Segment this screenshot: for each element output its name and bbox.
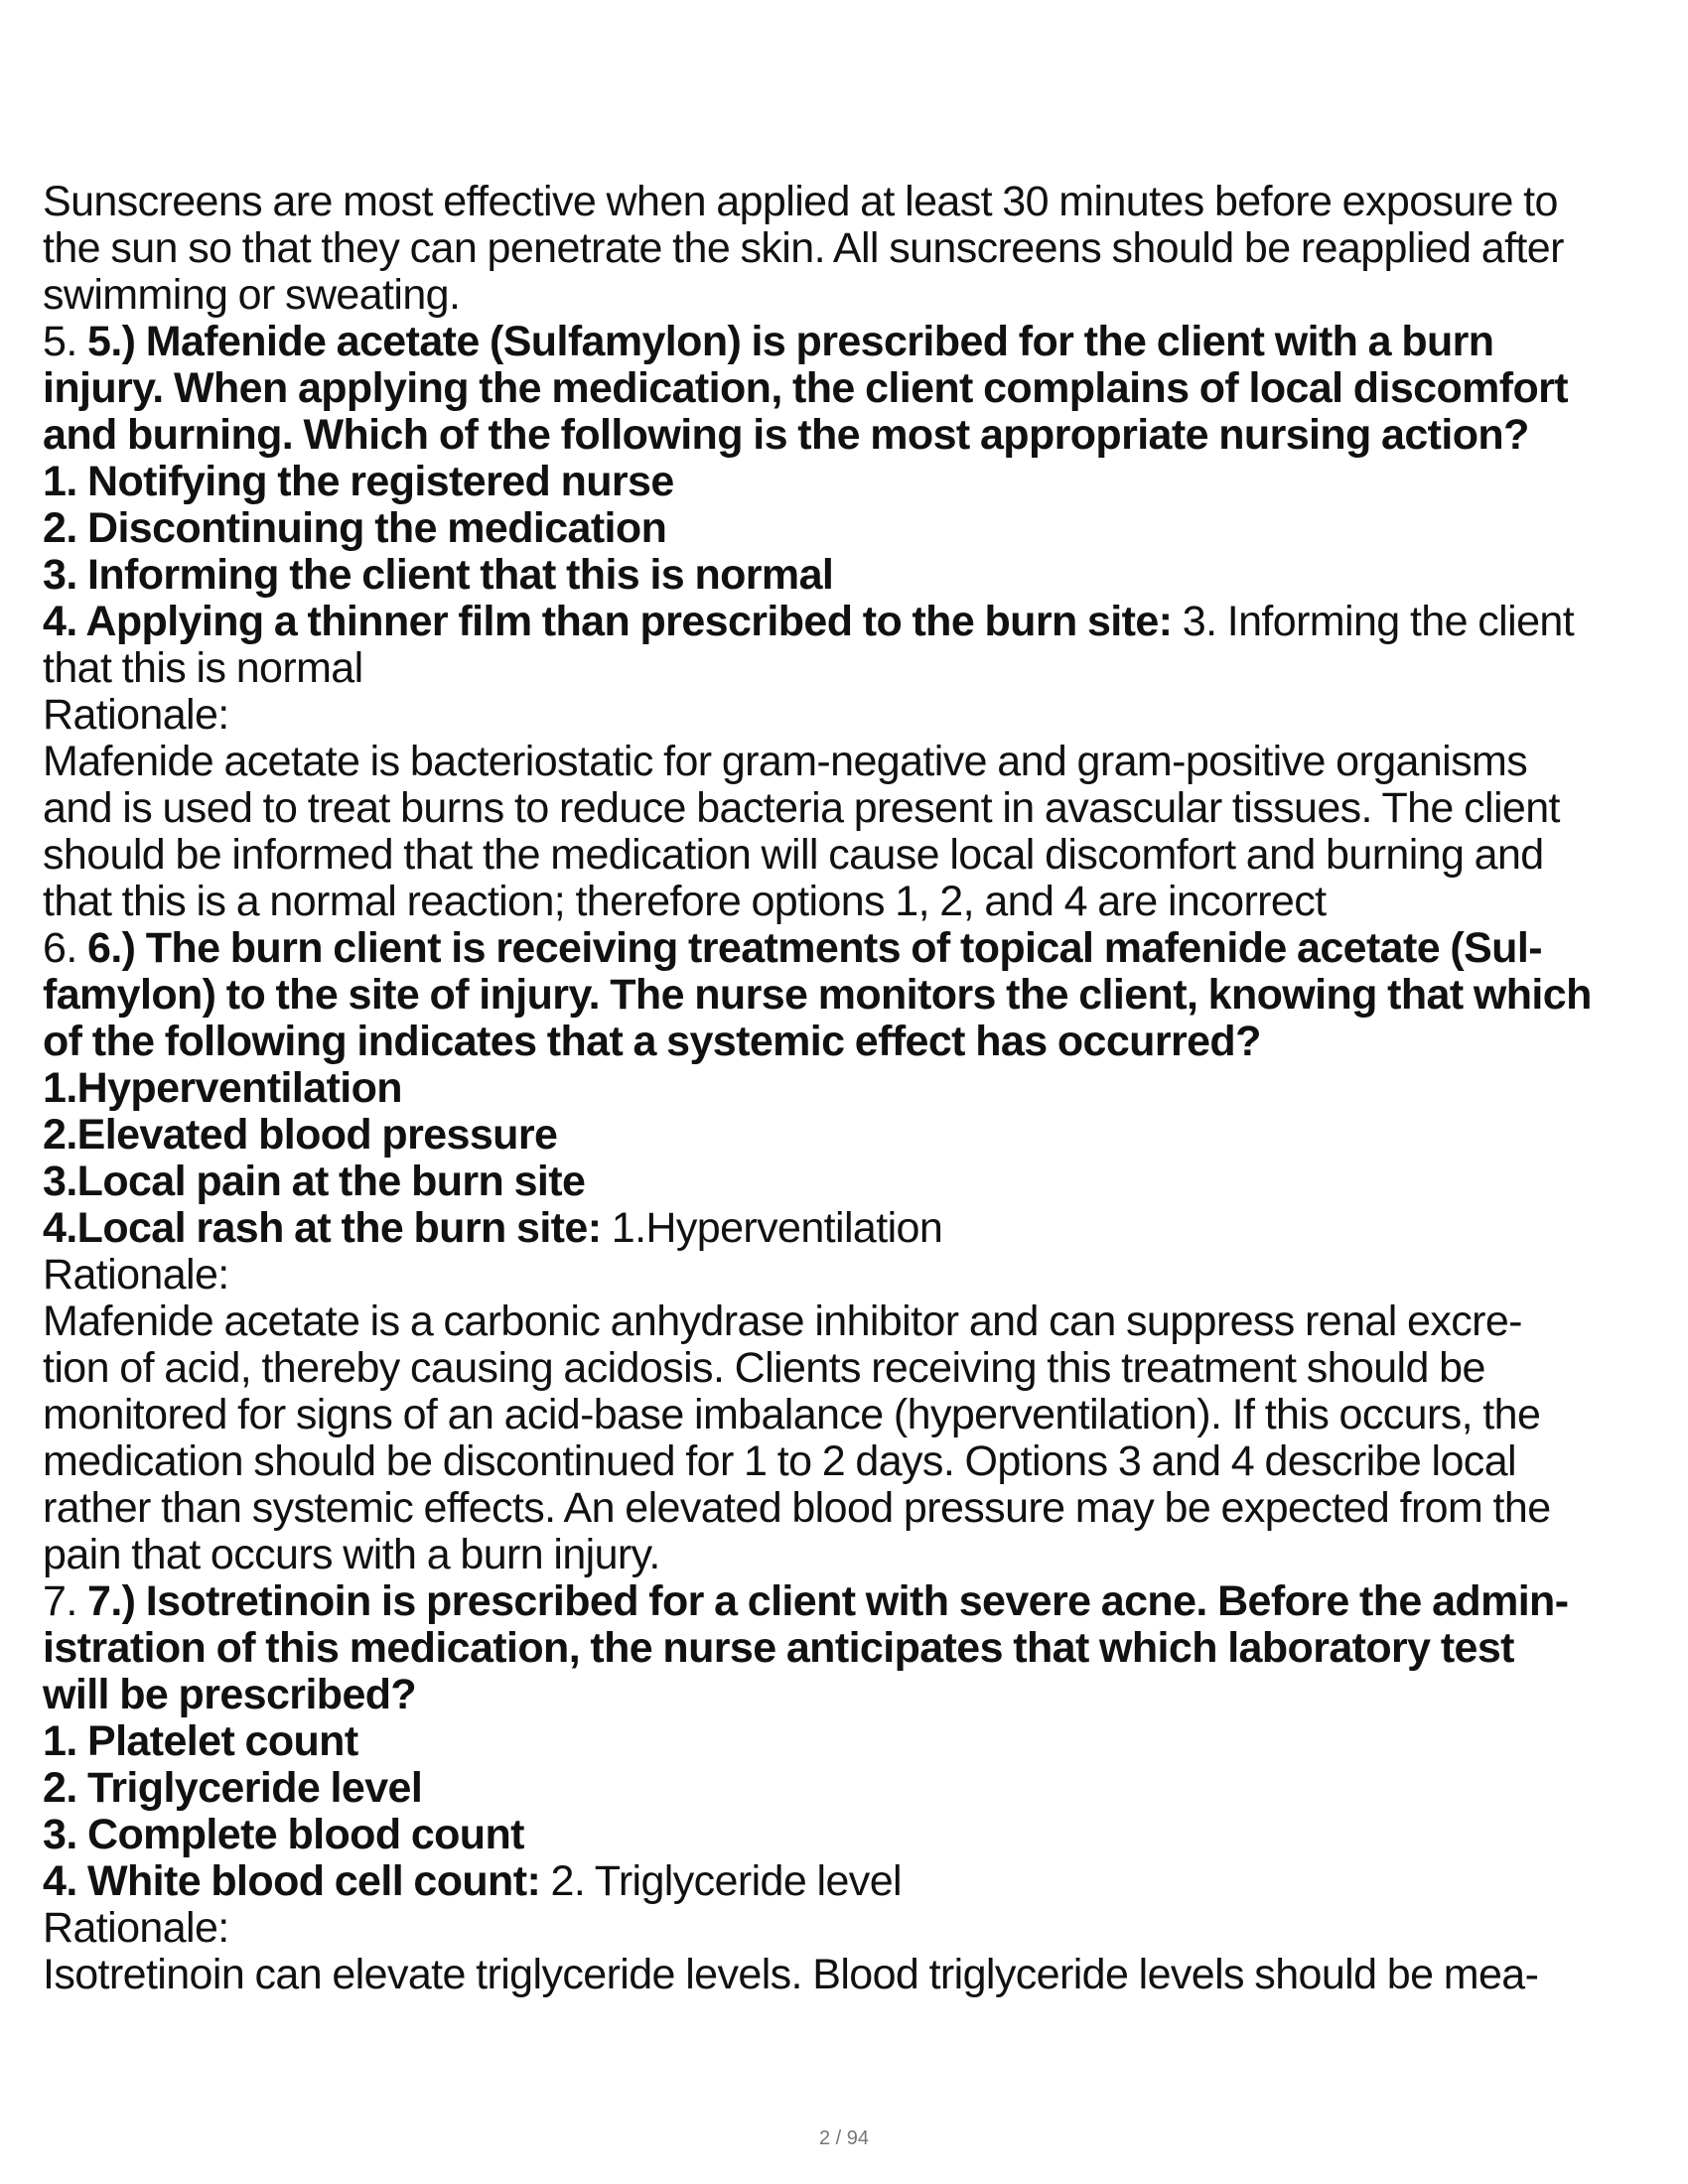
question-stem-line: of the following indicates that a systemic effect has occurred? bbox=[43, 1018, 1261, 1065]
answer-option: 3. Complete blood count bbox=[43, 1811, 524, 1858]
intro-line: Sunscreens are most effective when applied at least 30 minutes before exposure to bbox=[43, 178, 1558, 225]
intro-line: the sun so that they can penetrate the skin. All sunscreens should be reapplied after bbox=[43, 224, 1564, 272]
question-number: 7. bbox=[43, 1577, 88, 1625]
rationale-line: Mafenide acetate is bacteriostatic for gram-negative and gram-positive organisms bbox=[43, 738, 1528, 785]
rationale-line: Mafenide acetate is a carbonic anhydrase inhibitor and can suppress renal excre- bbox=[43, 1297, 1522, 1345]
answer-option: 2. Triglyceride level bbox=[43, 1764, 423, 1812]
intro-line: swimming or sweating. bbox=[43, 271, 461, 319]
rationale-line: monitored for signs of an acid-base imbalance (hyperventilation). If this occurs, the bbox=[43, 1391, 1541, 1438]
question-number: 5. bbox=[43, 318, 88, 365]
question-stem-line: famylon) to the site of injury. The nurse monitors the client, knowing that which bbox=[43, 971, 1592, 1019]
question-stem-line: and burning. Which of the following is the most appropriate nursing action? bbox=[43, 411, 1529, 459]
question-stem-text: 6.) The burn client is receiving treatments of topical mafenide acetate (Sul- bbox=[87, 924, 1542, 972]
correct-answer: 3. Informing the client bbox=[1172, 598, 1575, 645]
rationale-line: that this is a normal reaction; therefore options 1, 2, and 4 are incorrect bbox=[43, 878, 1327, 925]
rationale-line: should be informed that the medication will cause local discomfort and burning and bbox=[43, 831, 1544, 879]
rationale-label: Rationale: bbox=[43, 1251, 229, 1298]
question-number: 6. bbox=[43, 924, 88, 972]
question-stem-line bbox=[43, 1578, 1661, 1625]
answer-option: 4. Applying a thinner film than prescribed to the burn site: bbox=[43, 598, 1173, 645]
question-stem-line: will be prescribed? bbox=[43, 1671, 417, 1718]
answer-option-with-answer bbox=[43, 599, 1661, 645]
answer-option: 1. Platelet count bbox=[43, 1717, 358, 1765]
question-5 bbox=[43, 319, 1661, 925]
answer-option: 1. Notifying the registered nurse bbox=[43, 458, 674, 505]
answer-option-with-answer bbox=[43, 1205, 1661, 1252]
answer-option: 1.Hyperventilation bbox=[43, 1064, 402, 1112]
answer-option: 4.Local rash at the burn site: bbox=[43, 1204, 602, 1252]
question-stem-line: injury. When applying the medication, the client complains of local discomfort bbox=[43, 364, 1568, 412]
rationale-line: medication should be discontinued for 1 to 2 days. Options 3 and 4 describe local bbox=[43, 1437, 1516, 1485]
question-stem-line: istration of this medication, the nurse anticipates that which laboratory test bbox=[43, 1624, 1514, 1672]
correct-answer: 2. Triglyceride level bbox=[540, 1857, 902, 1905]
answer-option-with-answer bbox=[43, 1858, 1661, 1905]
answer-option: 2.Elevated blood pressure bbox=[43, 1111, 558, 1159]
question-7 bbox=[43, 1578, 1661, 1998]
answer-option: 2. Discontinuing the medication bbox=[43, 504, 667, 552]
question-stem-line bbox=[43, 319, 1661, 365]
question-stem-line bbox=[43, 925, 1661, 972]
question-6 bbox=[43, 925, 1661, 1578]
rationale-line: rather than systemic effects. An elevated blood pressure may be expected from the bbox=[43, 1484, 1551, 1532]
correct-answer-continuation: that this is normal bbox=[43, 644, 363, 692]
intro-paragraph bbox=[43, 179, 1661, 319]
answer-option: 3.Local pain at the burn site bbox=[43, 1158, 586, 1205]
rationale-label: Rationale: bbox=[43, 691, 229, 739]
page-indicator: 2 / 94 bbox=[818, 2127, 870, 2149]
rationale-label: Rationale: bbox=[43, 1904, 229, 1952]
rationale-line: Isotretinoin can elevate triglyceride levels. Blood triglyceride levels should be mea- bbox=[43, 1951, 1539, 1998]
correct-answer: 1.Hyperventilation bbox=[601, 1204, 943, 1252]
document-page bbox=[43, 179, 1661, 1998]
question-stem-text: 7.) Isotretinoin is prescribed for a client with severe acne. Before the admin- bbox=[87, 1577, 1569, 1625]
rationale-line: tion of acid, thereby causing acidosis. Clients receiving this treatment should be bbox=[43, 1344, 1485, 1392]
answer-option: 3. Informing the client that this is normal bbox=[43, 551, 834, 599]
answer-option: 4. White blood cell count: bbox=[43, 1857, 541, 1905]
rationale-line: and is used to treat burns to reduce bacteria present in avascular tissues. The client bbox=[43, 784, 1560, 832]
rationale-line: pain that occurs with a burn injury. bbox=[43, 1531, 660, 1578]
question-stem-text: 5.) Mafenide acetate (Sulfamylon) is prescribed for the client with a burn bbox=[87, 318, 1494, 365]
